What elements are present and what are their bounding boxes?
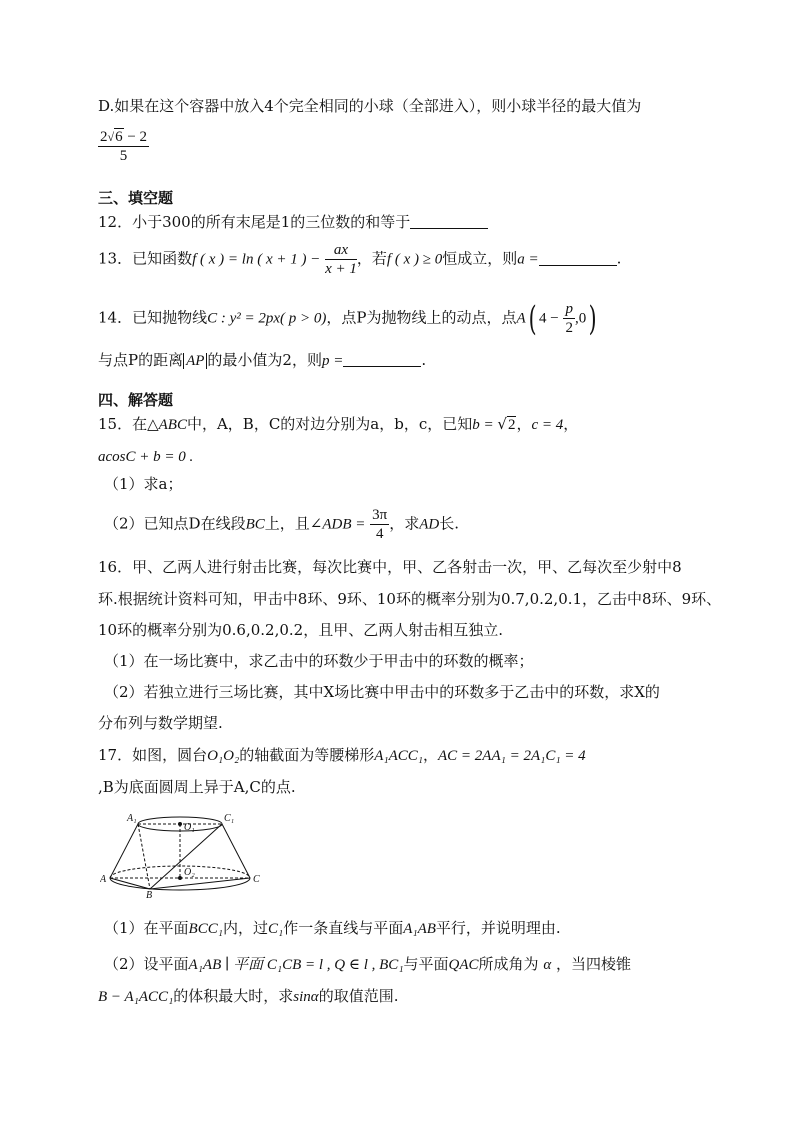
segment-c1b <box>150 824 222 889</box>
frustum-figure <box>100 810 260 898</box>
generator-left <box>110 824 138 878</box>
question-17-part2-line2: B − A₁ACC₁的体积最大时，求sinα的取值范围. <box>98 987 399 1005</box>
answer-blank-12[interactable] <box>410 214 488 229</box>
label-o1: O₁ <box>184 822 195 833</box>
question-17-line1: 17．如图，圆台O₁O₂的轴截面为等腰梯形A₁ACC₁，AC = 2AA₁ = 2A₁C₁ = 4 <box>98 746 586 764</box>
point-o2 <box>178 876 182 880</box>
question-15-part2: （2）已知点D在线段BC上，且∠ADB = $\frac{3\pi}{4}$ ，求AD长. <box>104 507 460 542</box>
question-15-line2: acosC + b = 0 . <box>98 449 194 465</box>
option-d-fraction: $\frac{2√6 - 2}{5}$ <box>100 129 148 164</box>
point-o1 <box>178 822 182 826</box>
question-16-line2: 环.根据统计资料可知，甲击中8环、9环、10环的概率分别为0.7,0.2,0.1，乙击中8环、9环、 <box>98 590 722 608</box>
label-o2: O₂ <box>184 867 195 878</box>
section-title-fill-in: 三、填空题 <box>98 189 174 207</box>
segment-ab <box>110 878 150 889</box>
label-b: B <box>146 890 153 898</box>
question-14-line2: 与点P的距离 AP 的最小值为2，则p = . <box>98 351 427 369</box>
question-13: 13．已知函数f ( x ) = ln ( x + 1 ) − $\frac{ax}{x + 1}$ ，若f ( x ) ≥ 0恒成立，则a = . <box>98 242 622 277</box>
segment-bc <box>150 878 250 889</box>
question-14-line1: 14．已知抛物线C : y² = 2px( p > 0)，点P为抛物线上的动点，点A( 4 − $\frac{p}{2}$ ,0) <box>98 298 597 339</box>
question-16-part2-line1: （2）若独立进行三场比赛，其中X场比赛中甲击中的环数多于乙击中的环数，求X的 <box>104 683 660 701</box>
segment-a1b <box>138 824 150 889</box>
label-c1: C₁ <box>224 813 235 824</box>
question-16-line3: 10环的概率分别为0.6,0.2,0.2，且甲、乙两人射击相互独立. <box>98 621 503 639</box>
question-17-part2-line1: （2）设平面A₁AB ∣ 平面 C₁CB = l , Q ∈ l , BC₁与平面QAC所成角为 α ，当四棱锥 <box>104 955 632 973</box>
generator-right <box>222 824 250 878</box>
label-a: A <box>100 874 107 885</box>
question-16-part1: （1）在一场比赛中，求乙击中的环数少于甲击中的环数的概率； <box>104 652 534 670</box>
label-a1: A₁ <box>127 813 137 824</box>
question-15-line1: 15．在△ABC中，A，B，C的对边分别为a，b，c，已知b = √2，c = 4， <box>98 415 579 433</box>
question-16-part2-line2: 分布列与数学期望. <box>98 714 223 732</box>
question-17-line2: ,B为底面圆周上异于A,C的点. <box>98 778 296 796</box>
answer-blank-14[interactable] <box>343 352 421 367</box>
question-15-part1: （1）求a； <box>104 475 183 493</box>
section-title-solutions: 四、解答题 <box>98 391 174 409</box>
answer-blank-13[interactable] <box>539 251 617 266</box>
label-c: C <box>253 874 260 885</box>
option-d-text: D.如果在这个容器中放入4个完全相同的小球（全部进入），则小球半径的最大值为 <box>98 97 642 115</box>
question-17-part1: （1）在平面BCC₁内，过C₁作一条直线与平面A₁AB平行，并说明理由. <box>104 919 561 937</box>
question-16-line1: 16．甲、乙两人进行射击比赛，每次比赛中，甲、乙各射击一次，甲、乙每次至少射中8 <box>98 558 682 576</box>
question-12: 12．小于300的所有末尾是1的三位数的和等于 <box>98 212 488 232</box>
